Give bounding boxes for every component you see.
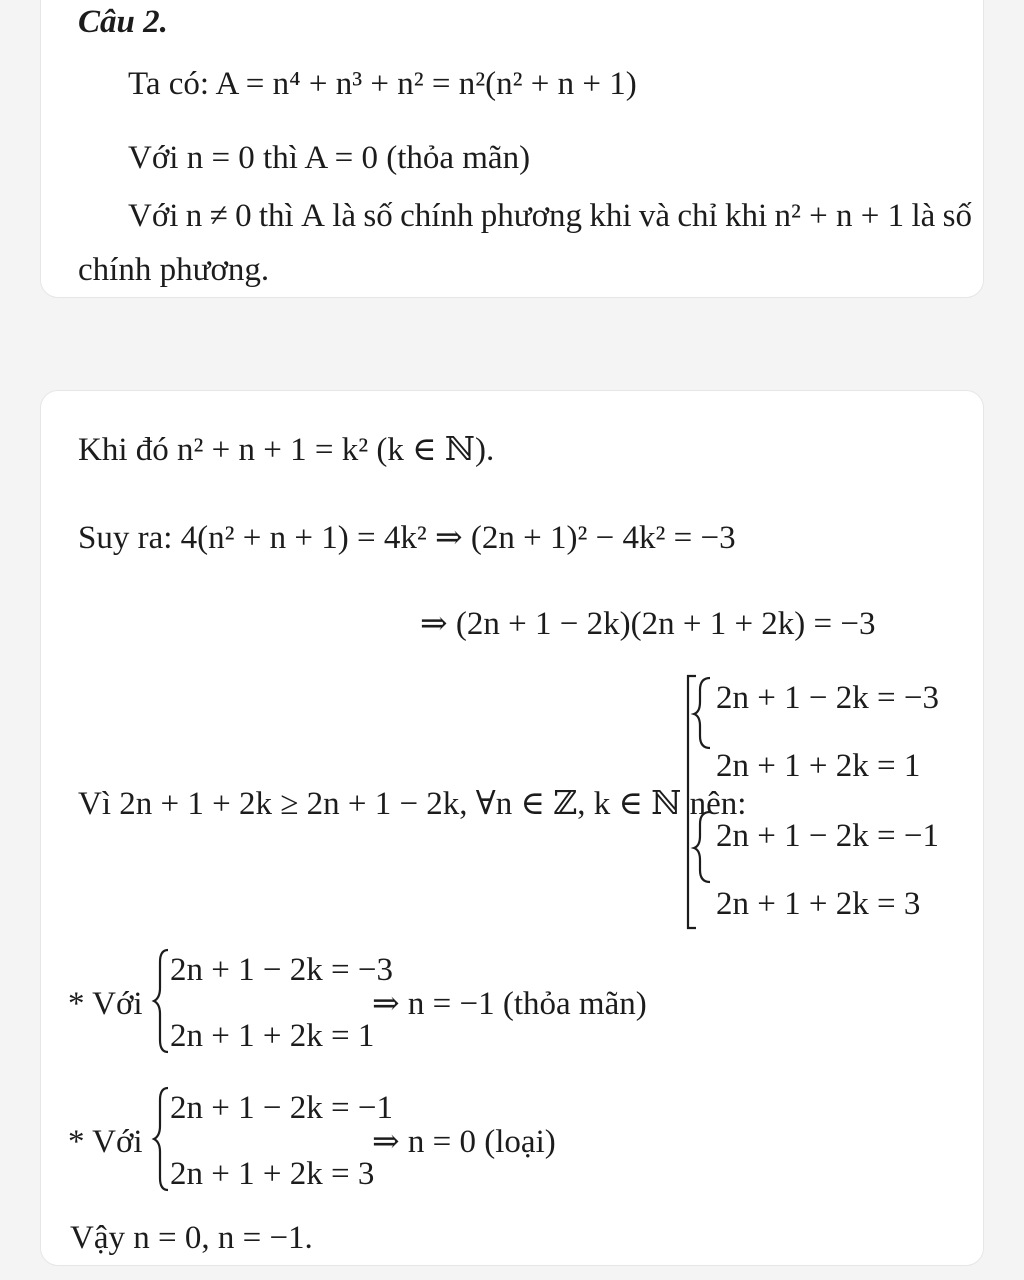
justified-word: khi: [725, 198, 768, 234]
justified-word: chỉ: [677, 198, 718, 234]
brace-icon: [152, 1084, 172, 1194]
bracket-icon: [684, 672, 714, 934]
question-line-3: [128, 196, 972, 236]
justified-word: Với: [128, 198, 179, 234]
main-system-eq-4: 2n + 1 + 2k = 3: [716, 886, 921, 922]
justified-word: phương: [480, 198, 583, 234]
justified-word: và: [638, 198, 671, 234]
question-title: Câu 2.: [78, 4, 168, 40]
justified-word: số: [942, 198, 972, 234]
justified-word: n² + n + 1: [774, 198, 905, 234]
case2-result: ⇒ n = 0 (loại): [372, 1124, 556, 1160]
brace-icon: [152, 946, 172, 1056]
main-system-eq-3: 2n + 1 − 2k = −1: [716, 818, 939, 854]
question-line-4: chính phương.: [78, 252, 270, 288]
solution-line-4: Vì 2n + 1 + 2k ≥ 2n + 1 − 2k, ∀n ∈ ℤ, k ∈ ℕ nên:: [78, 786, 747, 822]
question-line-2: Với n = 0 thì A = 0 (thỏa mãn): [128, 140, 531, 176]
justified-word: thì: [258, 198, 294, 234]
justified-word: 0: [235, 198, 252, 234]
justified-word: là: [911, 198, 936, 234]
conclusion: Vậy n = 0, n = −1.: [70, 1220, 313, 1256]
case1-result: ⇒ n = −1 (thỏa mãn): [372, 986, 647, 1022]
question-line-1: Ta có: A = n⁴ + n³ + n² = n²(n² + n + 1): [128, 66, 637, 102]
justified-word: là: [332, 198, 357, 234]
main-system-eq-2: 2n + 1 + 2k = 1: [716, 748, 921, 784]
main-system-eq-1: 2n + 1 − 2k = −3: [716, 680, 939, 716]
solution-line-3: ⇒ (2n + 1 − 2k)(2n + 1 + 2k) = −3: [420, 606, 876, 642]
case2-prefix: * Với: [68, 1124, 143, 1160]
case1-eq-1: 2n + 1 − 2k = −3: [170, 952, 393, 988]
case2-eq-1: 2n + 1 − 2k = −1: [170, 1090, 393, 1126]
justified-word: n: [185, 198, 203, 234]
justified-word: số: [363, 198, 393, 234]
case1-prefix: * Với: [68, 986, 143, 1022]
solution-line-2: Suy ra: 4(n² + n + 1) = 4k² ⇒ (2n + 1)² − 4k² = −3: [78, 520, 736, 556]
justified-word: A: [301, 198, 325, 234]
justified-word: chính: [400, 198, 474, 234]
case2-eq-2: 2n + 1 + 2k = 3: [170, 1156, 375, 1192]
solution-line-1: Khi đó n² + n + 1 = k² (k ∈ ℕ).: [78, 432, 495, 468]
justified-word: khi: [589, 198, 632, 234]
justified-word: ≠: [209, 198, 228, 234]
case1-eq-2: 2n + 1 + 2k = 1: [170, 1018, 375, 1054]
